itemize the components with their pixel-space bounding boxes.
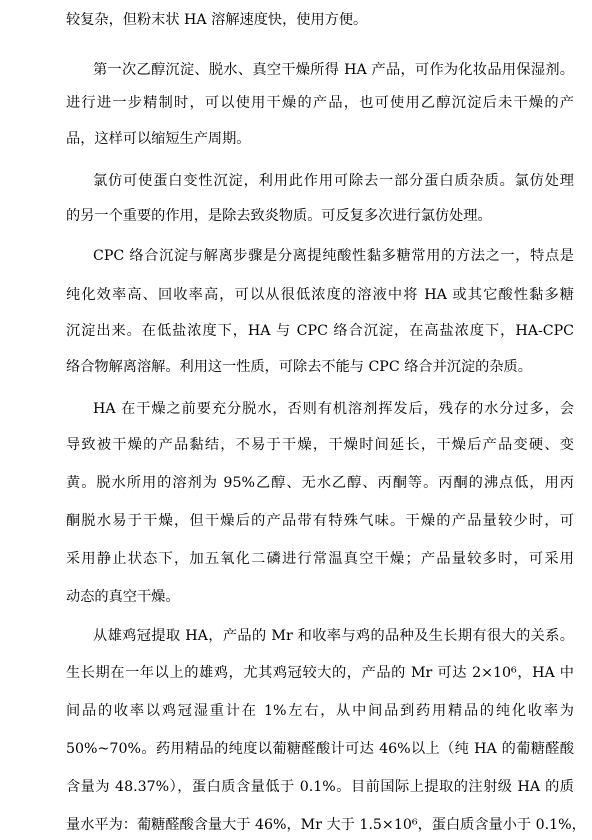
text-line: 50%~70%。药用精品的纯度以葡糖醛酸计可达 46%以上（纯 HA 的葡糖醛酸 [66,741,574,757]
text-line: 量水平为：葡糖醛酸含量大于 46%，Mr 大于 1.5×10⁶，蛋白质含量小于 0.1%， [66,817,586,833]
text-line: 氯仿可使蛋白变性沉淀，利用此作用可除去一部分蛋白质杂质。氯仿处理 [93,173,574,189]
text-line: 第一次乙醇沉淀、脱水、真空干燥所得 HA 产品，可作为化妆品用保湿剂。 [93,62,574,78]
text-line: 间品的收率以鸡冠湿重计在 1%左右，从中间品到药用精品的纯化收率为 [66,703,574,719]
text-line: 导致被干燥的产品黏结，不易于干燥，干燥时间延长，干燥后产品变硬、变 [66,437,574,453]
text-line: 品，这样可以缩短生产周期。 [66,131,251,147]
text-line: 沉淀出来。在低盐浓度下，HA 与 CPC 络合沉淀，在高盐浓度下，HA-CPC [66,323,574,339]
text-line: 采用静止状态下，加五氧化二磷进行常温真空干燥；产品量较多时，可采用 [66,551,574,567]
text-line: 生长期在一年以上的雄鸡，尤其鸡冠较大的，产品的 Mr 可达 2×10⁶，HA 中 [66,665,574,681]
text-line: 含量为 48.37%），蛋白质含量低于 0.1%。目前国际上提取的注射级 HA 的质 [66,779,574,795]
text-line: HA 在干燥之前要充分脱水，否则有机溶剂挥发后，残存的水分过多，会 [93,401,574,417]
text-line: 络合物解离溶解。利用这一性质，可除去不能与 CPC 络合并沉淀的杂质。 [66,359,532,375]
text-line: 纯化效率高、回收率高，可以从很低浓度的溶液中将 HA 或其它酸性黏多糖 [66,287,574,303]
text-line: 的另一个重要的作用，是除去致炎物质。可反复多次进行氯仿处理。 [66,208,492,224]
text-line: 黄。脱水所用的溶剂为 95%乙醇、无水乙醇、丙酮等。丙酮的沸点低，用丙 [66,475,574,491]
text-line: 酮脱水易于干燥，但干燥后的产品带有特殊气味。干燥的产品量较少时，可 [66,513,574,529]
text-line: 动态的真空干燥。 [66,589,180,605]
text-line: 较复杂，但粉末状 HA 溶解速度快，使用方便。 [66,12,368,28]
text-line: CPC 络合沉淀与解离步骤是分离提纯酸性黏多糖常用的方法之一，特点是 [93,248,574,264]
text-line: 进行进一步精制时，可以使用干燥的产品，也可使用乙醇沉淀后未干燥的产 [66,95,574,111]
text-line: 从雄鸡冠提取 HA，产品的 Mr 和收率与鸡的品种及生长期有很大的关系。 [93,628,574,644]
